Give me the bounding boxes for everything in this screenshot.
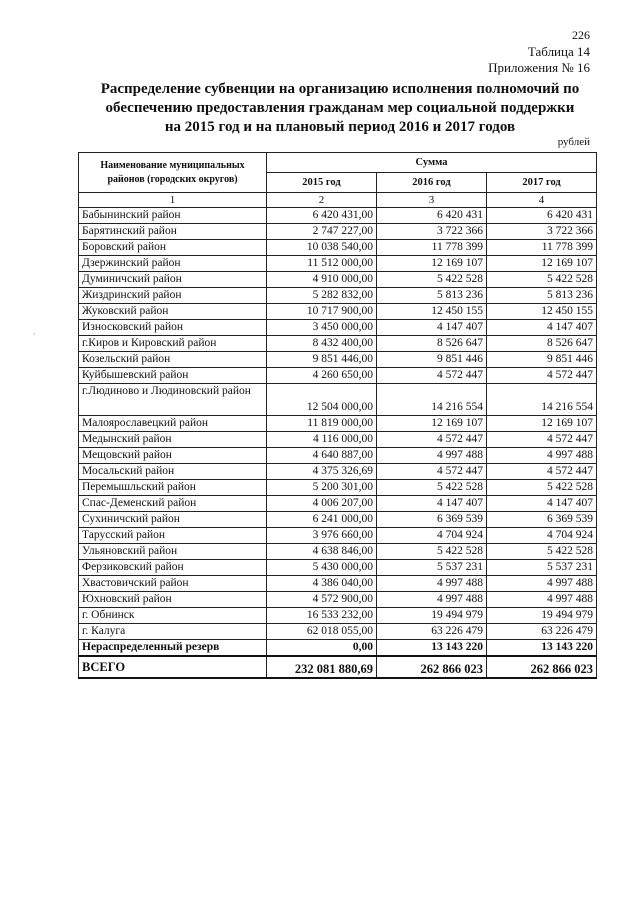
value-2017-cell: 4 147 407 — [487, 320, 597, 336]
value-2015-cell: 4 572 900,00 — [267, 592, 377, 608]
value-2016-cell: 4 997 488 — [377, 592, 487, 608]
title-line: на 2015 год и на плановый период 2016 и 2017 годов — [164, 119, 516, 135]
value-2016-cell: 4 572 447 — [377, 432, 487, 448]
district-name-cell: Мосальский район — [79, 464, 267, 480]
value-2017-cell: 5 422 528 — [487, 272, 597, 288]
value-2016-cell: 12 169 107 — [377, 416, 487, 432]
district-name-cell: Мещовский район — [79, 448, 267, 464]
value-2015-cell: 5 430 000,00 — [267, 560, 377, 576]
value-2015-cell: 11 512 000,00 — [267, 256, 377, 272]
district-name-cell: Куйбышевский район — [79, 368, 267, 384]
column-number: 3 — [377, 193, 487, 208]
table-row — [79, 448, 597, 464]
header-name: Наименование муниципальных районов (городских округов) — [79, 153, 267, 193]
district-name-cell: г. Калуга — [79, 624, 267, 640]
value-2016-cell: 19 494 979 — [377, 608, 487, 624]
value-2015-cell: 2 747 227,00 — [267, 224, 377, 240]
table-row — [79, 256, 597, 272]
district-name-cell: г.Людиново и Людиновский район — [79, 384, 267, 416]
district-name-cell: ВСЕГО — [79, 656, 267, 678]
table-row — [79, 432, 597, 448]
table-row — [79, 576, 597, 592]
value-2015-cell: 3 976 660,00 — [267, 528, 377, 544]
table-row — [79, 384, 597, 416]
district-name-cell: Думиничский район — [79, 272, 267, 288]
table-row — [79, 560, 597, 576]
district-name-cell: Дзержинский район — [79, 256, 267, 272]
table-row — [79, 368, 597, 384]
value-2017-cell: 4 997 488 — [487, 576, 597, 592]
district-name-cell: Ульяновский район — [79, 544, 267, 560]
value-2017-cell: 4 997 488 — [487, 448, 597, 464]
district-name-cell: Малоярославецкий район — [79, 416, 267, 432]
value-2016-cell: 12 169 107 — [377, 256, 487, 272]
table-row — [79, 512, 597, 528]
value-2016-cell: 14 216 554 — [377, 384, 487, 416]
value-2015-cell: 62 018 055,00 — [267, 624, 377, 640]
district-name-cell: Медынский район — [79, 432, 267, 448]
value-2015-cell: 9 851 446,00 — [267, 352, 377, 368]
table-row — [79, 496, 597, 512]
value-2015-cell: 11 819 000,00 — [267, 416, 377, 432]
value-2017-cell: 12 169 107 — [487, 416, 597, 432]
district-name-cell: г.Киров и Кировский район — [79, 336, 267, 352]
value-2015-cell: 5 282 832,00 — [267, 288, 377, 304]
value-2017-cell: 4 572 447 — [487, 464, 597, 480]
table-body — [79, 208, 597, 679]
district-name-cell: Нераспределенный резерв — [79, 640, 267, 657]
value-2015-cell: 4 006 207,00 — [267, 496, 377, 512]
value-2017-cell: 6 369 539 — [487, 512, 597, 528]
appendix-label: Приложения № 16 — [488, 60, 590, 75]
value-2017-cell: 262 866 023 — [487, 656, 597, 678]
value-2016-cell: 5 422 528 — [377, 480, 487, 496]
value-2015-cell: 4 116 000,00 — [267, 432, 377, 448]
table-row — [79, 240, 597, 256]
value-2017-cell: 5 537 231 — [487, 560, 597, 576]
district-name-cell: Бабынинский район — [79, 208, 267, 224]
column-number: 1 — [79, 193, 267, 208]
value-2015-cell: 8 432 400,00 — [267, 336, 377, 352]
value-2015-cell: 10 717 900,00 — [267, 304, 377, 320]
table-row — [79, 480, 597, 496]
value-2015-cell: 4 260 650,00 — [267, 368, 377, 384]
district-name-cell: Козельский район — [79, 352, 267, 368]
district-name-cell: Барятинский район — [79, 224, 267, 240]
value-2016-cell: 3 722 366 — [377, 224, 487, 240]
table-row — [79, 464, 597, 480]
value-2017-cell: 4 997 488 — [487, 592, 597, 608]
value-2017-cell: 5 813 236 — [487, 288, 597, 304]
district-name-cell: Хвастовичский район — [79, 576, 267, 592]
page-number: 226 — [572, 28, 590, 42]
district-name-cell: Боровский район — [79, 240, 267, 256]
table-row — [79, 336, 597, 352]
value-2016-cell: 13 143 220 — [377, 640, 487, 657]
value-2017-cell: 4 147 407 — [487, 496, 597, 512]
table-row — [79, 624, 597, 640]
district-name-cell: г. Обнинск — [79, 608, 267, 624]
title-line: Распределение субвенции на организацию исполнения полномочий по — [100, 81, 580, 97]
value-2017-cell: 6 420 431 — [487, 208, 597, 224]
document-title — [80, 80, 600, 137]
value-2015-cell: 4 375 326,69 — [267, 464, 377, 480]
table-row — [79, 320, 597, 336]
table-row — [79, 592, 597, 608]
value-2017-cell: 12 169 107 — [487, 256, 597, 272]
table-row — [79, 208, 597, 224]
value-2016-cell: 4 704 924 — [377, 528, 487, 544]
value-2017-cell: 12 450 155 — [487, 304, 597, 320]
value-2016-cell: 5 537 231 — [377, 560, 487, 576]
value-2015-cell: 10 038 540,00 — [267, 240, 377, 256]
value-2016-cell: 4 147 407 — [377, 496, 487, 512]
value-2016-cell: 4 572 447 — [377, 368, 487, 384]
unit-label: рублей — [557, 136, 590, 148]
district-name-cell: Тарусский район — [79, 528, 267, 544]
value-2016-cell: 4 997 488 — [377, 448, 487, 464]
district-name-cell: Перемышльский район — [79, 480, 267, 496]
value-2016-cell: 9 851 446 — [377, 352, 487, 368]
district-name-cell: Сухиничский район — [79, 512, 267, 528]
value-2016-cell: 11 778 399 — [377, 240, 487, 256]
value-2015-cell: 6 241 000,00 — [267, 512, 377, 528]
district-name-cell: Спас-Деменский район — [79, 496, 267, 512]
value-2015-cell: 4 386 040,00 — [267, 576, 377, 592]
table-row — [79, 288, 597, 304]
value-2017-cell: 13 143 220 — [487, 640, 597, 657]
margin-mark: · — [33, 330, 36, 339]
column-number: 2 — [267, 193, 377, 208]
value-2016-cell: 4 147 407 — [377, 320, 487, 336]
column-number: 4 — [487, 193, 597, 208]
value-2015-cell: 5 200 301,00 — [267, 480, 377, 496]
header-2017: 2017 год — [487, 173, 597, 193]
value-2015-cell: 4 638 846,00 — [267, 544, 377, 560]
value-2017-cell: 3 722 366 — [487, 224, 597, 240]
value-2017-cell: 4 572 447 — [487, 368, 597, 384]
table-row — [79, 608, 597, 624]
value-2017-cell: 9 851 446 — [487, 352, 597, 368]
table-row — [79, 544, 597, 560]
district-name-cell: Ферзиковский район — [79, 560, 267, 576]
value-2016-cell: 262 866 023 — [377, 656, 487, 678]
district-name-cell: Жиздринский район — [79, 288, 267, 304]
value-2017-cell: 19 494 979 — [487, 608, 597, 624]
value-2016-cell: 5 422 528 — [377, 544, 487, 560]
table-row — [79, 352, 597, 368]
table-row — [79, 304, 597, 320]
value-2015-cell: 3 450 000,00 — [267, 320, 377, 336]
value-2016-cell: 63 226 479 — [377, 624, 487, 640]
table-label: Таблица 14 — [527, 44, 590, 59]
value-2017-cell: 4 704 924 — [487, 528, 597, 544]
value-2015-cell: 0,00 — [267, 640, 377, 657]
value-2015-cell: 4 910 000,00 — [267, 272, 377, 288]
value-2017-cell: 11 778 399 — [487, 240, 597, 256]
value-2017-cell: 4 572 447 — [487, 432, 597, 448]
value-2017-cell: 14 216 554 — [487, 384, 597, 416]
value-2016-cell: 5 422 528 — [377, 272, 487, 288]
value-2016-cell: 8 526 647 — [377, 336, 487, 352]
table-row — [79, 224, 597, 240]
total-row — [79, 656, 597, 678]
district-name-cell: Юхновский район — [79, 592, 267, 608]
district-name-cell: Износковский район — [79, 320, 267, 336]
value-2016-cell: 5 813 236 — [377, 288, 487, 304]
value-2015-cell: 232 081 880,69 — [267, 656, 377, 678]
table-row — [79, 528, 597, 544]
value-2016-cell: 4 997 488 — [377, 576, 487, 592]
value-2015-cell: 12 504 000,00 — [267, 384, 377, 416]
header-sum: Сумма — [267, 153, 597, 173]
value-2016-cell: 6 369 539 — [377, 512, 487, 528]
value-2015-cell: 6 420 431,00 — [267, 208, 377, 224]
value-2016-cell: 12 450 155 — [377, 304, 487, 320]
title-line: обеспечению предоставления гражданам мер социальной поддержки — [105, 100, 575, 116]
value-2015-cell: 4 640 887,00 — [267, 448, 377, 464]
value-2015-cell: 16 533 232,00 — [267, 608, 377, 624]
value-2017-cell: 63 226 479 — [487, 624, 597, 640]
header-2015: 2015 год — [267, 173, 377, 193]
district-name-cell: Жуковский район — [79, 304, 267, 320]
reserve-row — [79, 640, 597, 657]
value-2016-cell: 4 572 447 — [377, 464, 487, 480]
table-row — [79, 272, 597, 288]
subvention-table — [78, 152, 597, 679]
value-2017-cell: 5 422 528 — [487, 544, 597, 560]
table-row — [79, 416, 597, 432]
value-2017-cell: 5 422 528 — [487, 480, 597, 496]
value-2016-cell: 6 420 431 — [377, 208, 487, 224]
header-2016: 2016 год — [377, 173, 487, 193]
value-2017-cell: 8 526 647 — [487, 336, 597, 352]
